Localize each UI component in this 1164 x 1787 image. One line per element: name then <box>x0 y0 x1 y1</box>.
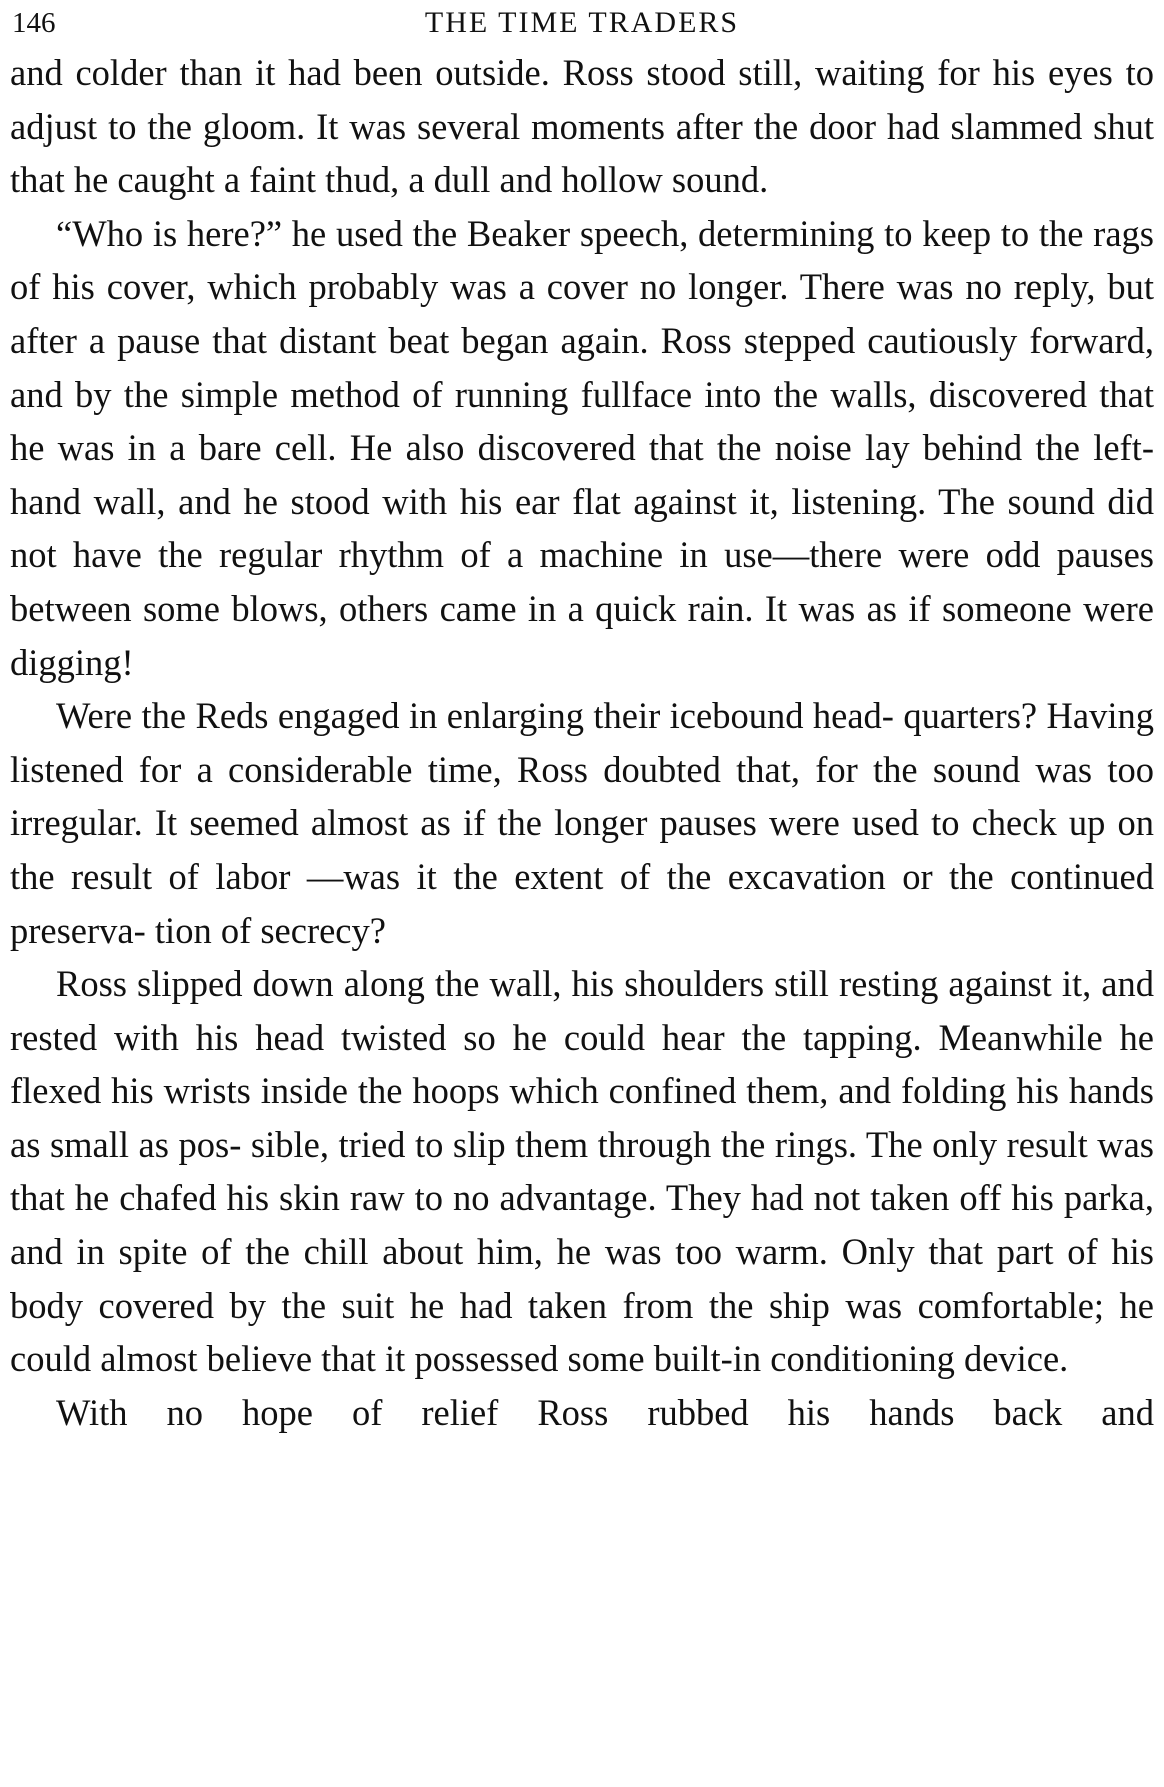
paragraph <box>10 1386 1154 1440</box>
text-line: which confined them, and folding his hands as small as pos- <box>10 1070 1154 1165</box>
page-number: 146 <box>12 7 56 39</box>
text-line: of a machine in use—there were odd pauses between some <box>10 534 1154 629</box>
paragraph <box>10 957 1154 1386</box>
book-page <box>10 0 1154 1439</box>
text-line: lay behind the left-hand wall, and he stood with his ear flat <box>10 427 1154 522</box>
text-line: against it, listening. The sound did not have the regular rhythm <box>10 480 1154 576</box>
text-line: digging! <box>10 641 134 683</box>
running-head <box>10 0 1154 46</box>
paragraph <box>10 207 1154 689</box>
text-line: against it, and rested with his head twisted so he could hear <box>10 963 1154 1058</box>
paragraph <box>10 46 1154 207</box>
text-line: simple method of running fullface into the walls, discovered <box>180 373 1100 415</box>
text-line: Were the Reds engaged in enlarging their icebound head- <box>56 695 894 737</box>
text-line: taken off his parka, and in spite of the chill about him, he <box>10 1177 1155 1273</box>
running-title: THE TIME TRADERS <box>424 6 740 39</box>
text-line: the longer pauses were used to check up on the result of labor <box>10 802 1154 897</box>
text-line: blows, others came in a quick rain. It was as if someone were <box>231 587 1154 629</box>
text-line: that he chafed his skin raw to no advantage. They had not <box>10 1177 871 1219</box>
text-line: With no hope of relief Ross rubbed his hands back and <box>56 1391 1154 1433</box>
text-line: “Who is here?” he used the Beaker speech, determining to <box>56 212 923 254</box>
text-line: keep to the rags of his cover, which probably was a cover no <box>10 212 1154 308</box>
text-line: the tapping. Meanwhile he flexed his wrists inside the hoops <box>10 1016 1154 1112</box>
text-line: quarters? Having listened for a considerable time, Ross doubted <box>10 695 1154 790</box>
paragraph <box>10 689 1154 957</box>
text-line: for his eyes to adjust to the gloom. It was several moments <box>10 52 1154 147</box>
text-line: he had taken from the ship was comfortable; he could almost <box>10 1284 1154 1380</box>
text-line: believe that it possessed some built-in conditioning device. <box>206 1338 1069 1380</box>
text-line: sible, tried to slip them through the rings. The only result was <box>250 1123 1155 1165</box>
text-line: began again. Ross stepped cautiously forward, and by the <box>10 319 1154 415</box>
text-line: that, for the sound was too irregular. It seemed almost as if <box>10 748 1154 844</box>
text-line: —was it the extent of the excavation or the continued preserva- <box>10 855 1155 951</box>
text-line: a dull and hollow sound. <box>408 159 769 201</box>
text-line: after the door had slammed shut that he caught a faint thud, <box>10 105 1154 201</box>
text-line: longer. There was no reply, but after a pause that distant beat <box>10 266 1154 361</box>
text-line: that he was in a bare cell. He also discovered that the noise <box>10 373 1154 469</box>
text-line: was too warm. Only that part of his body covered by the suit <box>10 1231 1154 1326</box>
text-line: Ross slipped down along the wall, his shoulders still resting <box>56 963 949 1005</box>
text-line: and colder than it had been outside. Ross stood still, waiting <box>10 52 938 93</box>
text-line: tion of secrecy? <box>154 909 386 951</box>
body-text <box>10 46 1154 1439</box>
